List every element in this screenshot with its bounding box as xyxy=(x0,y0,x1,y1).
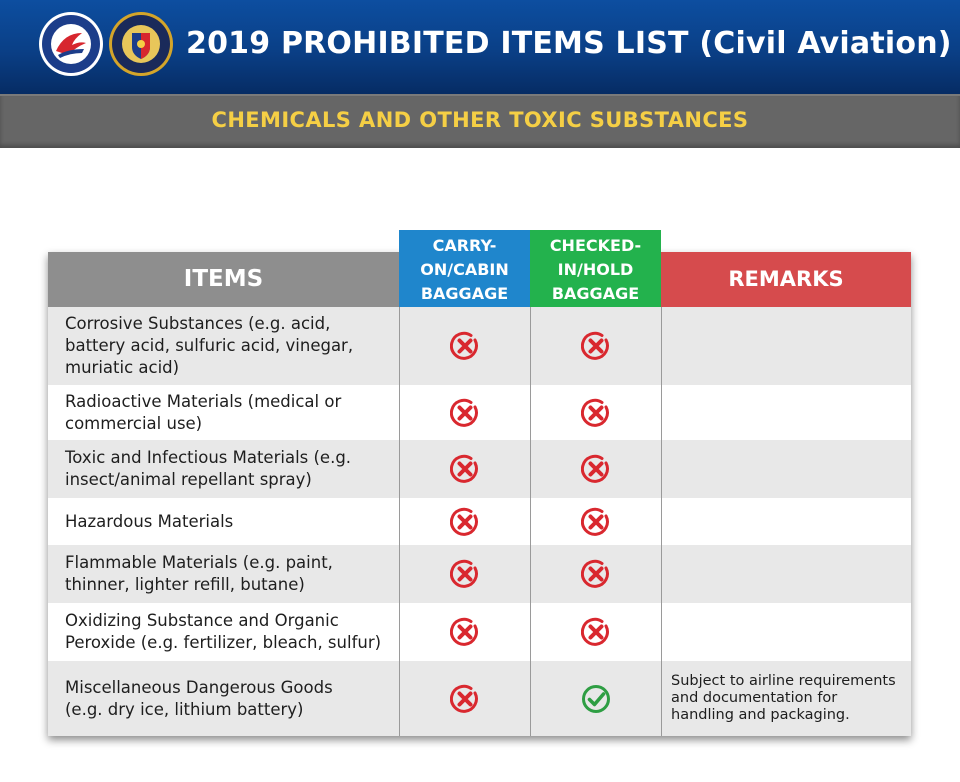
prohibited-icon xyxy=(450,684,480,714)
remarks-cell xyxy=(661,603,911,661)
item-name: Oxidizing Substance and Organic Peroxide (e.g. fertilizer, bleach, sulfur) xyxy=(65,611,382,652)
checked-baggage-status xyxy=(530,661,661,736)
remarks-cell xyxy=(661,545,911,603)
prohibited-icon xyxy=(450,398,480,428)
column-header-carry-on: CARRY- ON/CABIN BAGGAGE xyxy=(399,230,530,307)
remarks-cell xyxy=(661,385,911,440)
prohibited-icon xyxy=(581,507,611,537)
checked-baggage-status xyxy=(530,385,661,440)
prohibited-icon xyxy=(450,454,480,484)
header-banner xyxy=(0,0,960,94)
carry-on-status xyxy=(399,545,530,603)
table-row xyxy=(48,545,911,603)
carry-on-status xyxy=(399,385,530,440)
ots-seal-logo xyxy=(108,11,174,77)
category-title: CHEMICALS AND OTHER TOXIC SUBSTANCES xyxy=(211,108,749,132)
carry-on-status xyxy=(399,661,530,736)
item-name: Radioactive Materials (medical or commercial use) xyxy=(65,391,342,433)
item-name: Flammable Materials (e.g. paint, thinner, lighter refill, butane) xyxy=(65,553,333,594)
carry-on-status xyxy=(399,603,530,661)
remarks-cell xyxy=(661,307,911,385)
page-title: 2019 PROHIBITED ITEMS LIST (Civil Aviation) xyxy=(186,26,952,61)
prohibited-icon xyxy=(581,398,611,428)
table-row xyxy=(48,440,911,498)
checked-baggage-status xyxy=(530,307,661,385)
item-name: Hazardous Materials xyxy=(65,511,234,531)
table-row xyxy=(48,661,911,736)
dotr-seal-logo xyxy=(38,11,104,77)
checked-baggage-status xyxy=(530,545,661,603)
prohibited-icon xyxy=(581,331,611,361)
checked-baggage-status xyxy=(530,440,661,498)
category-banner xyxy=(0,94,960,148)
table-row xyxy=(48,385,911,440)
prohibited-icon xyxy=(450,559,480,589)
prohibited-icon xyxy=(581,454,611,484)
prohibited-icon xyxy=(581,559,611,589)
carry-on-status xyxy=(399,440,530,498)
allowed-check-icon xyxy=(581,684,611,714)
checked-baggage-status xyxy=(530,498,661,545)
carry-on-status xyxy=(399,307,530,385)
carry-on-status xyxy=(399,498,530,545)
item-name: Corrosive Substances (e.g. acid, battery acid, sulfuric acid, vinegar, muriatic acid) xyxy=(65,314,354,377)
item-name: Toxic and Infectious Materials (e.g. insect/animal repellant spray) xyxy=(65,448,352,489)
column-header-items: ITEMS xyxy=(48,252,399,307)
table-row xyxy=(48,603,911,661)
table-row xyxy=(48,307,911,385)
remarks-cell: Subject to airline requirements and documentation for handling and packaging. xyxy=(661,661,911,736)
remarks-cell xyxy=(661,498,911,545)
checked-baggage-status xyxy=(530,603,661,661)
prohibited-icon xyxy=(450,507,480,537)
prohibited-icon xyxy=(450,617,480,647)
column-header-remarks: REMARKS xyxy=(661,252,911,307)
prohibited-icon xyxy=(581,617,611,647)
prohibited-icon xyxy=(450,331,480,361)
remarks-cell xyxy=(661,440,911,498)
column-header-checked: CHECKED- IN/HOLD BAGGAGE xyxy=(530,230,661,307)
item-name: Miscellaneous Dangerous Goods (e.g. dry ice, lithium battery) xyxy=(65,677,333,719)
table-row xyxy=(48,498,911,545)
